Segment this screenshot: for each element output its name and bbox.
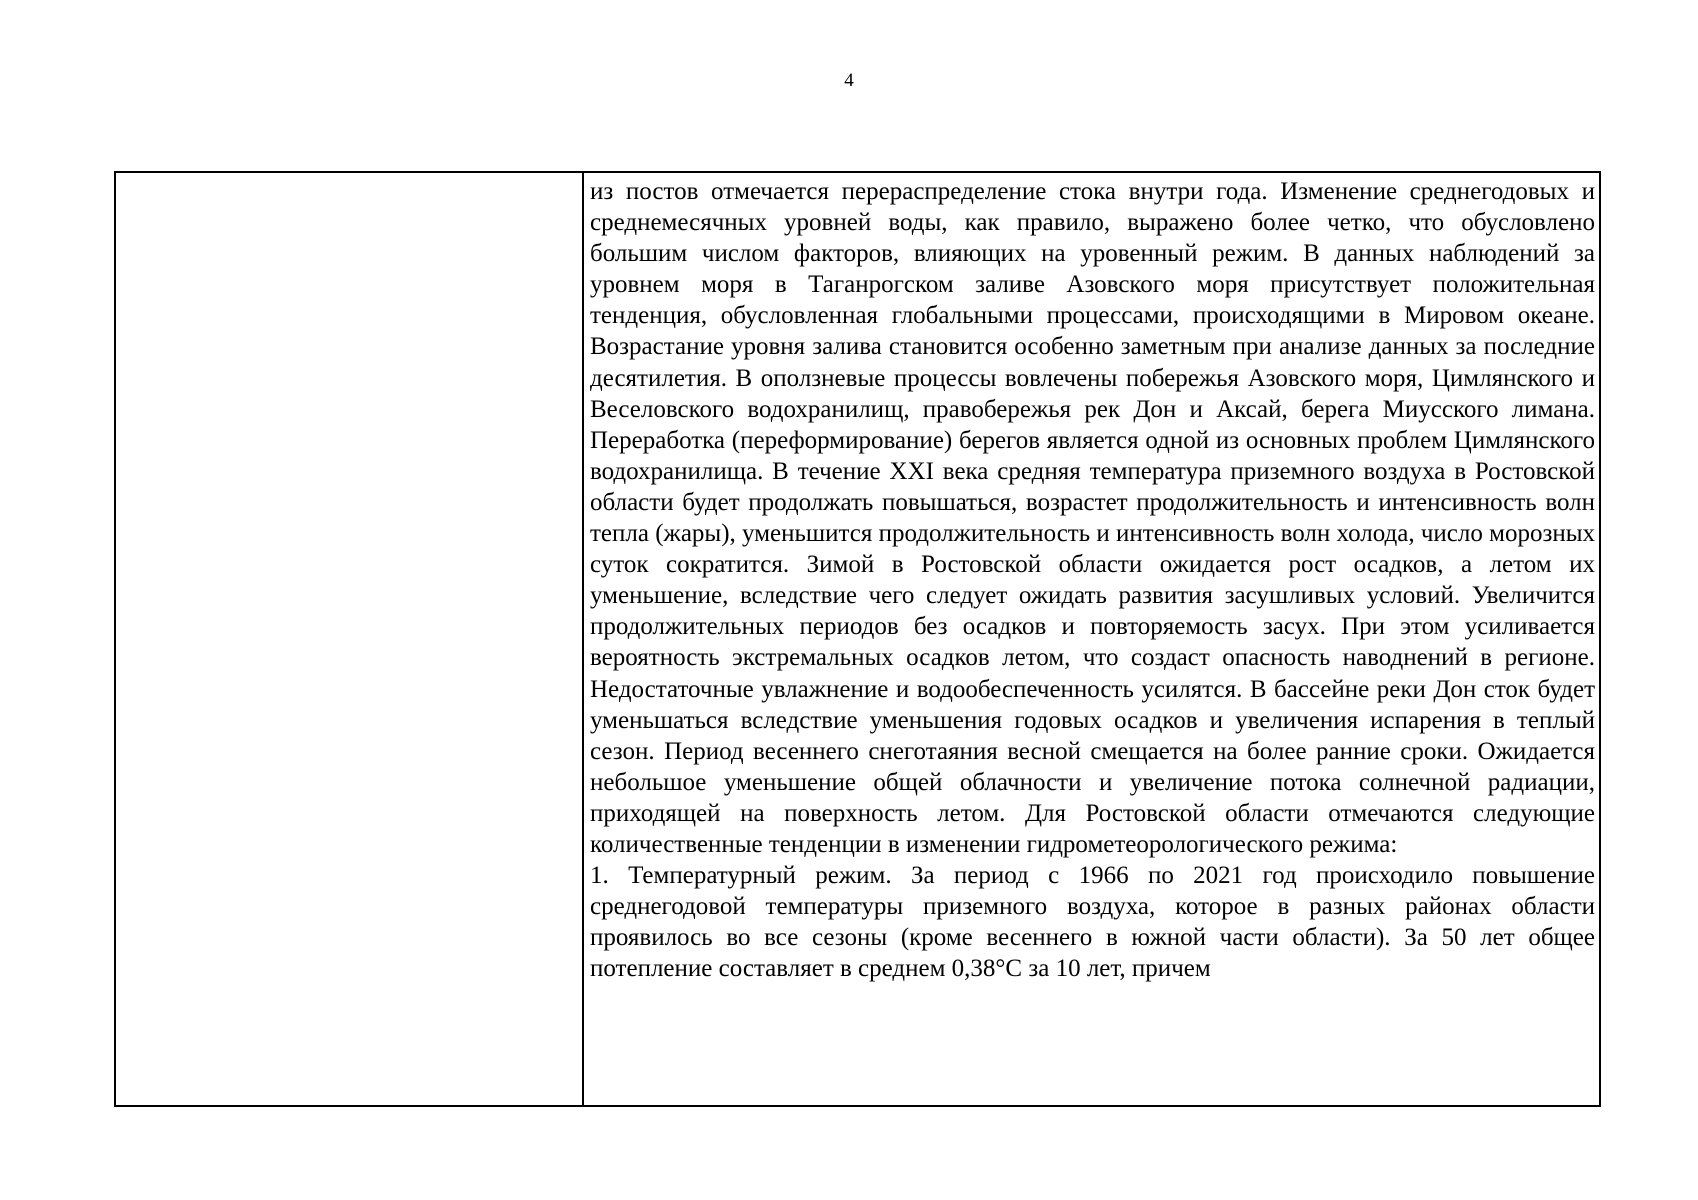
document-table: [114, 171, 1601, 1107]
paragraph-climate-trends: из постов отмечается перераспределение стока внутри года. Изменение среднегодовых и среднемесячных уровней воды, как правило, выражено более четко, что обусловлено большим числом факторов, влияющих на уровенный режим. В данных наблюдений за уровнем моря в Таганрогском заливе Азовского моря присутствует положительная тенденция, обусловленная глобальными процессами, происходящими в Мировом океане. Возрастание уровня залива становится особенно заметным при анализе данных за последние десятилетия. В оползневые процессы вовлечены побережья Азовского моря, Цимлянского и Веселовского водохранилищ, правобережья рек Дон и Аксай, берега Миусского лимана. Переработка (переформирование) берегов является одной из основных проблем Цимлянского водохранилища. В течение XXI века средняя температура приземного воздуха в Ростовской области будет продолжать повышаться, возрастет продолжительность и интенсивность волн тепла (жары), уменьшится продолжительность и интенсивность волн холода, число морозных суток сократится. Зимой в Ростовской области ожидается рост осадков, а летом их уменьшение, вследствие чего следует ожидать развития засушливых условий. Увеличится продолжительных периодов без осадков и повторяемость засух. При этом усиливается вероятность экстремальных осадков летом, что создаст опасность наводнений в регионе. Недостаточные увлажнение и водообеспеченность усилятся. В бассейне реки Дон сток будет уменьшаться вследствие уменьшения годовых осадков и увеличения испарения в теплый сезон. Период весеннего снеготаяния весной смещается на более ранние сроки. Ожидается небольшое уменьшение общей облачности и увеличение потока солнечной радиации, приходящей на поверхность летом. Для Ростовской области отмечаются следующие количественные тенденции в изменении гидрометеорологического режима:: [590, 178, 1595, 858]
paragraph-temperature-regime: 1. Температурный режим. За период с 1966 по 2021 год происходило повышение среднегодовой температуры приземного воздуха, которое в разных районах области проявилось во все сезоны (кроме весеннего в южной части области). За 50 лет общее потепление составляет в среднем 0,38°С за 10 лет, причем: [590, 862, 1595, 983]
table-cell-right: [584, 173, 1599, 1105]
table-cell-left: [116, 173, 584, 1105]
page-number: 4: [844, 70, 854, 91]
